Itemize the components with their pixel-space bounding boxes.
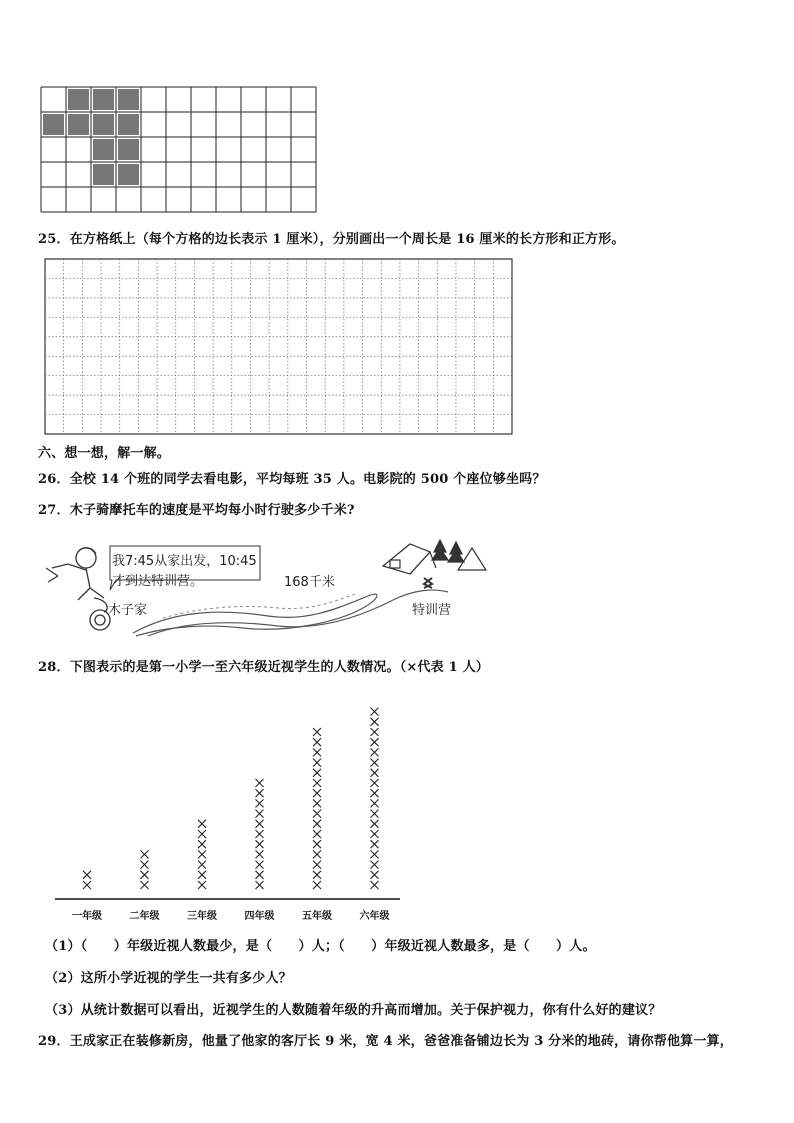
x-mark xyxy=(313,881,321,889)
x-mark xyxy=(141,881,149,889)
x-mark xyxy=(313,871,321,879)
category-label: 四年级 xyxy=(244,911,275,922)
start-label: 木子家 xyxy=(108,603,148,618)
x-mark xyxy=(371,799,379,807)
x-mark xyxy=(371,810,379,818)
x-mark xyxy=(371,850,379,858)
x-mark xyxy=(256,830,264,838)
dotted-grid-paper xyxy=(44,258,516,438)
x-mark xyxy=(371,871,379,879)
x-mark xyxy=(256,779,264,787)
pictograph-column xyxy=(198,820,206,889)
distance-label: 168千米 xyxy=(284,575,335,590)
category-label: 三年级 xyxy=(187,911,217,922)
x-mark xyxy=(371,861,379,869)
x-mark xyxy=(256,789,264,797)
category-label: 二年级 xyxy=(129,911,160,922)
question-28-part-3: （3）从统计数据可以看出，近视学生的人数随着年级的升高而增加。关于保护视力，你有什么好的建议？ xyxy=(45,1003,662,1018)
x-mark xyxy=(256,840,264,848)
x-mark xyxy=(83,881,91,889)
x-mark xyxy=(313,810,321,818)
x-mark xyxy=(313,779,321,787)
x-mark xyxy=(313,759,321,767)
shaded-cell xyxy=(118,139,139,160)
x-mark xyxy=(371,708,379,716)
shape-grid xyxy=(40,86,318,214)
x-mark xyxy=(256,871,264,879)
question-26: 26．全校 14 个班的同学去看电影，平均每班 35 人。电影院的 500 个座位够坐吗？ xyxy=(38,472,546,487)
speech-bubble-line-2: 才到达特训营。 xyxy=(112,574,204,589)
shaded-cell xyxy=(118,114,139,135)
pictograph-column xyxy=(141,850,149,889)
pictograph-column xyxy=(83,871,91,889)
x-mark xyxy=(256,850,264,858)
x-mark xyxy=(371,759,379,767)
shaded-cell xyxy=(93,164,114,185)
x-mark xyxy=(371,779,379,787)
x-mark xyxy=(371,881,379,889)
x-mark xyxy=(256,799,264,807)
shaded-cell xyxy=(118,89,139,110)
x-mark xyxy=(198,871,206,879)
q27-illustration xyxy=(38,538,498,638)
x-mark xyxy=(141,861,149,869)
camp-icon xyxy=(383,540,486,588)
shaded-cell xyxy=(68,114,89,135)
x-mark xyxy=(313,850,321,858)
x-mark xyxy=(313,799,321,807)
x-mark xyxy=(198,881,206,889)
category-label: 六年级 xyxy=(359,911,390,922)
x-mark xyxy=(371,769,379,777)
x-mark xyxy=(313,861,321,869)
x-mark xyxy=(83,871,91,879)
x-mark xyxy=(313,738,321,746)
question-28-part-2: （2）这所小学近视的学生一共有多少人？ xyxy=(45,971,292,986)
shaded-cell xyxy=(93,114,114,135)
x-mark xyxy=(313,840,321,848)
pictograph-column xyxy=(256,779,264,889)
shaded-cell xyxy=(118,164,139,185)
x-mark xyxy=(313,748,321,756)
pictograph-column xyxy=(313,728,321,889)
x-mark xyxy=(371,718,379,726)
question-28: 28．下图表示的是第一小学一至六年级近视学生的人数情况。（×代表 1 人） xyxy=(38,660,489,675)
x-mark xyxy=(371,840,379,848)
x-mark xyxy=(198,861,206,869)
question-28-part-1: （1）（ ）年级近视人数最少，是（ ）人；（ ）年级近视人数最多，是（ ）人。 xyxy=(45,939,596,954)
x-mark xyxy=(371,728,379,736)
x-mark xyxy=(198,830,206,838)
x-mark xyxy=(371,830,379,838)
x-mark xyxy=(371,820,379,828)
question-29: 29．王成家正在装修新房，他量了他家的客厅长 9 米，宽 4 米，爸爸准备铺边长为 3 分米的地砖，请你帮他算一算， xyxy=(38,1034,733,1049)
question-27: 27．木子骑摩托车的速度是平均每小时行驶多少千米? xyxy=(38,503,355,518)
x-mark xyxy=(198,820,206,828)
x-mark xyxy=(256,820,264,828)
x-mark xyxy=(371,789,379,797)
x-mark xyxy=(313,728,321,736)
x-mark xyxy=(198,850,206,858)
x-mark xyxy=(313,830,321,838)
shaded-cell xyxy=(93,139,114,160)
x-mark xyxy=(256,810,264,818)
end-label: 特训营 xyxy=(412,603,452,618)
motorcycle-rider-icon xyxy=(46,548,110,630)
section-6-title: 六、想一想，解一解。 xyxy=(38,446,171,461)
x-mark xyxy=(198,840,206,848)
x-mark xyxy=(256,881,264,889)
question-25: 25．在方格纸上（每个方格的边长表示 1 厘米），分别画出一个周长是 16 厘米的长方形和正方形。 xyxy=(38,232,625,247)
speech-bubble-line-1: 我7:45从家出发，10:45 xyxy=(112,554,257,569)
shaded-cell xyxy=(68,89,89,110)
x-mark xyxy=(313,789,321,797)
x-mark xyxy=(141,850,149,858)
shaded-cell xyxy=(43,114,64,135)
shaded-cell xyxy=(93,89,114,110)
pictograph-column xyxy=(371,708,379,889)
category-label: 一年级 xyxy=(72,911,102,922)
road xyxy=(133,594,377,636)
x-mark xyxy=(313,820,321,828)
x-mark xyxy=(141,871,149,879)
category-label: 五年级 xyxy=(302,911,332,922)
x-mark xyxy=(313,769,321,777)
x-mark xyxy=(256,861,264,869)
x-mark xyxy=(371,738,379,746)
x-mark xyxy=(371,748,379,756)
pictograph-chart xyxy=(50,678,410,928)
